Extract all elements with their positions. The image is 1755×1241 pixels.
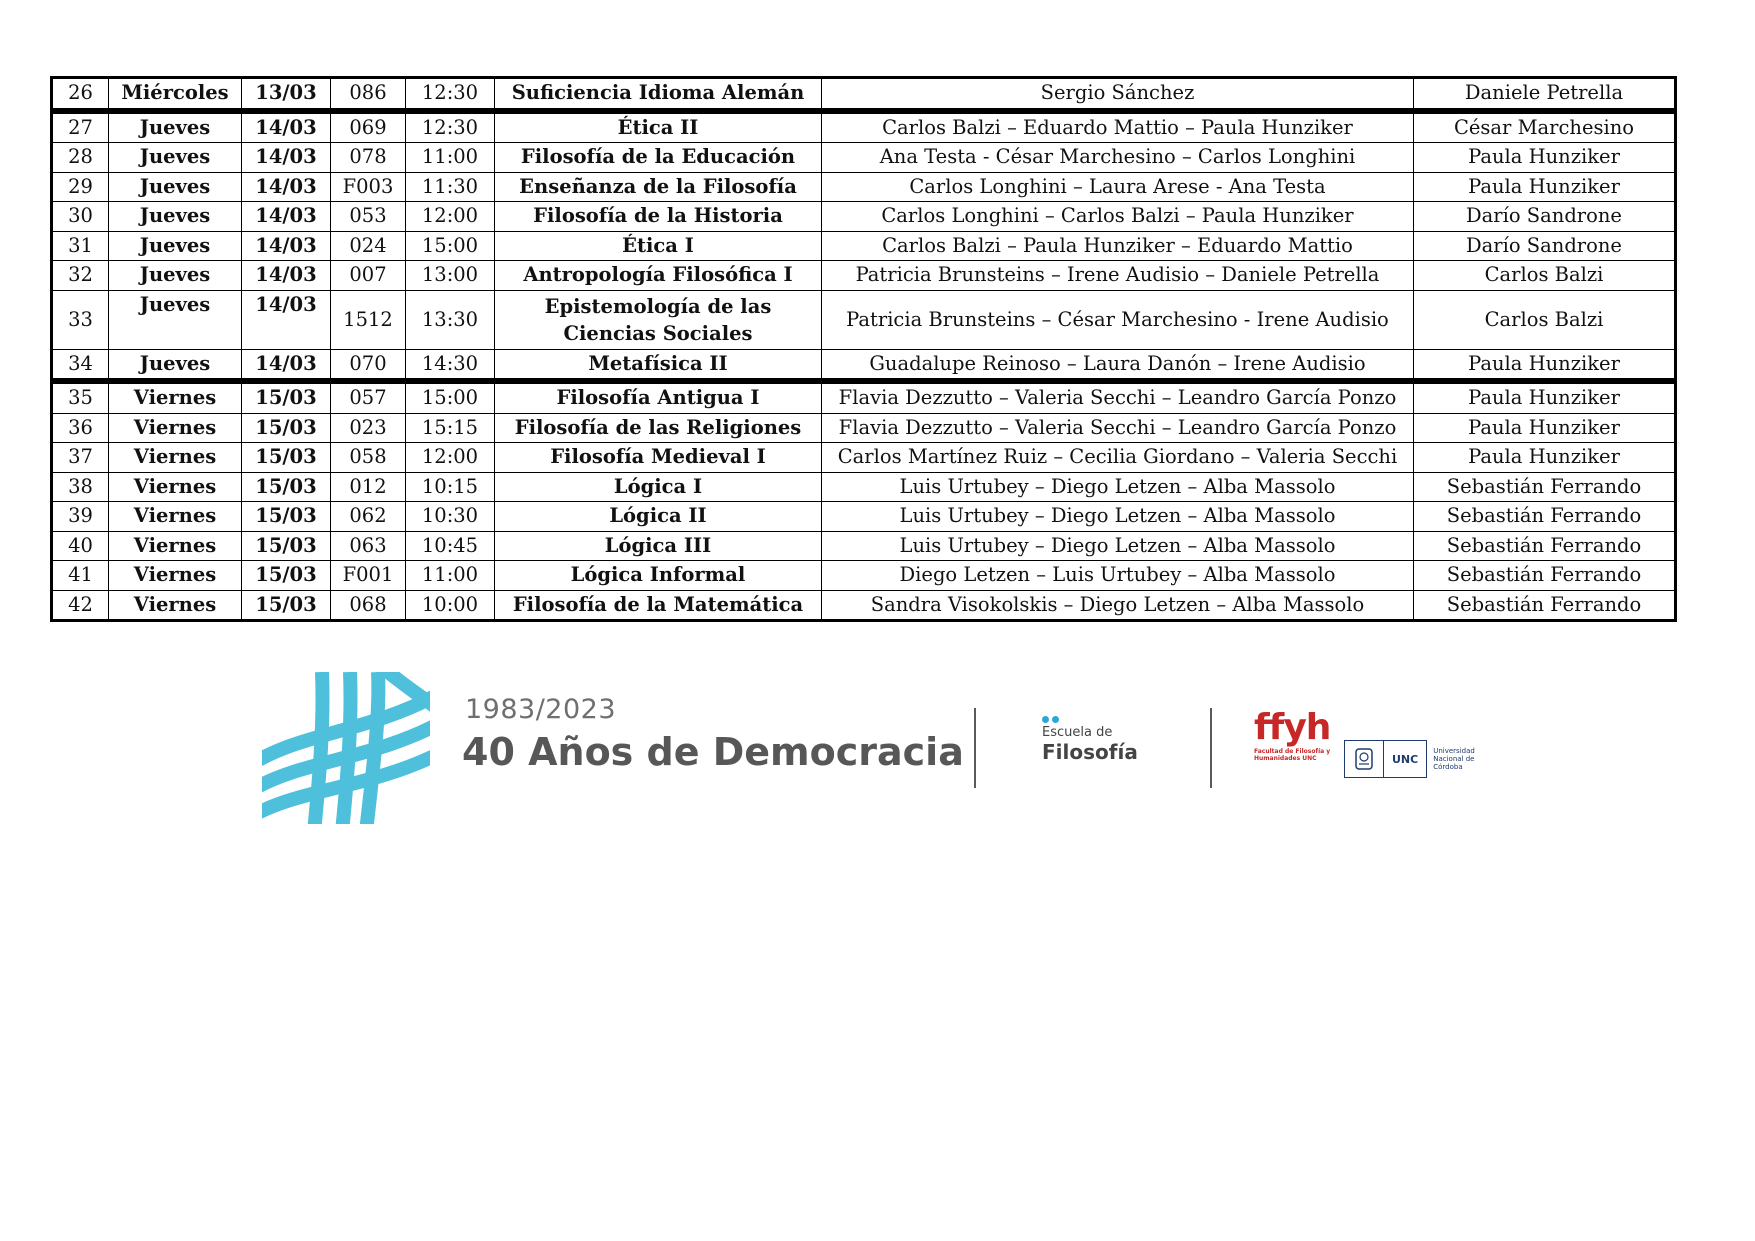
cell-code: 023 <box>331 413 406 443</box>
cell-code: 078 <box>331 143 406 173</box>
cell-day: Viernes <box>109 443 242 473</box>
ffyh-subtitle: Facultad de Filosofía y Humanidades UNC <box>1254 748 1331 762</box>
unc-logo <box>1344 741 1479 777</box>
cell-suplente: Sebastián Ferrando <box>1414 590 1676 621</box>
cell-code: 058 <box>331 443 406 473</box>
cell-suplente: Darío Sandrone <box>1414 202 1676 232</box>
cell-suplente: Daniele Petrella <box>1414 78 1676 111</box>
cell-subject: Antropología Filosófica I <box>495 261 822 291</box>
cell-date: 14/03 <box>242 349 331 381</box>
cell-day: Jueves <box>109 143 242 173</box>
cell-day: Jueves <box>109 172 242 202</box>
footer-logos <box>262 672 1482 824</box>
cell-suplente: Carlos Balzi <box>1414 290 1676 349</box>
cell-code: 068 <box>331 590 406 621</box>
cell-day: Jueves <box>109 202 242 232</box>
cell-suplente: Darío Sandrone <box>1414 231 1676 261</box>
cell-subject: Metafísica II <box>495 349 822 381</box>
cell-time: 10:30 <box>406 502 495 532</box>
cell-tribunal: Carlos Balzi – Paula Hunziker – Eduardo Mattio <box>822 231 1414 261</box>
cell-code: 012 <box>331 472 406 502</box>
cell-suplente: César Marchesino <box>1414 111 1676 143</box>
cell-tribunal: Flavia Dezzutto – Valeria Secchi – Leandro García Ponzo <box>822 381 1414 413</box>
cell-date: 15/03 <box>242 472 331 502</box>
cell-tribunal: Carlos Longhini – Laura Arese - Ana Testa <box>822 172 1414 202</box>
cell-code: 024 <box>331 231 406 261</box>
cell-suplente: Sebastián Ferrando <box>1414 531 1676 561</box>
table-row <box>52 290 1676 349</box>
cell-tribunal: Sandra Visokolskis – Diego Letzen – Alba Massolo <box>822 590 1414 621</box>
cell-subject: Lógica II <box>495 502 822 532</box>
cell-time: 12:30 <box>406 111 495 143</box>
cell-suplente: Paula Hunziker <box>1414 443 1676 473</box>
cell-n: 31 <box>52 231 109 261</box>
cell-date: 15/03 <box>242 561 331 591</box>
cell-tribunal: Sergio Sánchez <box>822 78 1414 111</box>
unc-name: Universidad Nacional de Córdoba <box>1433 747 1475 771</box>
cell-code: F001 <box>331 561 406 591</box>
cell-tribunal: Carlos Longhini – Carlos Balzi – Paula Hunziker <box>822 202 1414 232</box>
cell-time: 12:00 <box>406 443 495 473</box>
cell-day: Jueves <box>109 111 242 143</box>
cell-date: 14/03 <box>242 111 331 143</box>
cell-suplente: Carlos Balzi <box>1414 261 1676 291</box>
cell-n: 29 <box>52 172 109 202</box>
table-row <box>52 143 1676 173</box>
table-row <box>52 502 1676 532</box>
cell-subject: Filosofía de la Historia <box>495 202 822 232</box>
cell-n: 30 <box>52 202 109 232</box>
unc-seal-icon <box>1344 740 1384 778</box>
cell-suplente: Paula Hunziker <box>1414 349 1676 381</box>
cell-suplente: Paula Hunziker <box>1414 413 1676 443</box>
cell-subject: Filosofía Antigua I <box>495 381 822 413</box>
cell-subject: Ética I <box>495 231 822 261</box>
cell-n: 28 <box>52 143 109 173</box>
cell-code: 086 <box>331 78 406 111</box>
cell-n: 36 <box>52 413 109 443</box>
cell-suplente: Paula Hunziker <box>1414 172 1676 202</box>
cell-time: 12:30 <box>406 78 495 111</box>
cell-day: Viernes <box>109 502 242 532</box>
divider <box>974 708 976 788</box>
cell-date: 14/03 <box>242 172 331 202</box>
cell-time: 14:30 <box>406 349 495 381</box>
cell-code: 069 <box>331 111 406 143</box>
cell-tribunal: Guadalupe Reinoso – Laura Danón – Irene Audisio <box>822 349 1414 381</box>
escuela-label: Escuela de <box>1042 725 1113 740</box>
cell-time: 10:00 <box>406 590 495 621</box>
cell-subject: Filosofía de las Religiones <box>495 413 822 443</box>
cell-subject: Epistemología de las Ciencias Sociales <box>495 290 822 349</box>
cell-subject: Filosofía Medieval I <box>495 443 822 473</box>
cell-tribunal: Carlos Balzi – Eduardo Mattio – Paula Hunziker <box>822 111 1414 143</box>
cell-date: 15/03 <box>242 531 331 561</box>
cell-code: 062 <box>331 502 406 532</box>
cell-code: 057 <box>331 381 406 413</box>
cell-day: Viernes <box>109 561 242 591</box>
cell-n: 26 <box>52 78 109 111</box>
table-row <box>52 381 1676 413</box>
table-row <box>52 443 1676 473</box>
cell-date: 14/03 <box>242 202 331 232</box>
exam-schedule-table <box>50 76 1677 622</box>
cell-time: 15:00 <box>406 231 495 261</box>
cell-n: 42 <box>52 590 109 621</box>
cell-code: 053 <box>331 202 406 232</box>
table-row <box>52 231 1676 261</box>
table-row <box>52 261 1676 291</box>
cell-day: Jueves <box>109 261 242 291</box>
cell-time: 11:00 <box>406 561 495 591</box>
table-row <box>52 78 1676 111</box>
democracy-emblem-icon <box>262 672 430 824</box>
cell-date: 14/03 <box>242 143 331 173</box>
cell-subject: Lógica III <box>495 531 822 561</box>
table-row <box>52 172 1676 202</box>
cell-subject: Suficiencia Idioma Alemán <box>495 78 822 111</box>
cell-date: 13/03 <box>242 78 331 111</box>
cell-tribunal: Carlos Martínez Ruiz – Cecilia Giordano – Valeria Secchi <box>822 443 1414 473</box>
cell-date: 15/03 <box>242 413 331 443</box>
cell-subject: Ética II <box>495 111 822 143</box>
cell-n: 39 <box>52 502 109 532</box>
cell-n: 35 <box>52 381 109 413</box>
dots-icon <box>1042 716 1138 723</box>
cell-time: 15:15 <box>406 413 495 443</box>
cell-tribunal: Luis Urtubey – Diego Letzen – Alba Massolo <box>822 472 1414 502</box>
cell-date: 15/03 <box>242 443 331 473</box>
cell-time: 13:00 <box>406 261 495 291</box>
table-row <box>52 561 1676 591</box>
democracy-tagline: 40 Años de Democracia <box>462 730 964 774</box>
cell-tribunal: Patricia Brunsteins – César Marchesino - Irene Audisio <box>822 290 1414 349</box>
table-row <box>52 349 1676 381</box>
cell-day: Viernes <box>109 413 242 443</box>
cell-date: 14/03 <box>242 261 331 291</box>
table-row <box>52 111 1676 143</box>
cell-date: 15/03 <box>242 381 331 413</box>
unc-label: UNC <box>1384 740 1427 778</box>
cell-tribunal: Patricia Brunsteins – Irene Audisio – Daniele Petrella <box>822 261 1414 291</box>
cell-time: 15:00 <box>406 381 495 413</box>
table-row <box>52 413 1676 443</box>
cell-suplente: Paula Hunziker <box>1414 143 1676 173</box>
cell-time: 10:45 <box>406 531 495 561</box>
cell-day: Miércoles <box>109 78 242 111</box>
cell-n: 37 <box>52 443 109 473</box>
cell-day: Viernes <box>109 472 242 502</box>
cell-n: 41 <box>52 561 109 591</box>
cell-code: 1512 <box>331 290 406 349</box>
cell-date: 14/03 <box>242 231 331 261</box>
cell-time: 10:15 <box>406 472 495 502</box>
cell-subject: Lógica Informal <box>495 561 822 591</box>
cell-day: Viernes <box>109 590 242 621</box>
cell-code: F003 <box>331 172 406 202</box>
ffyh-label: ffyh <box>1254 707 1331 748</box>
cell-n: 40 <box>52 531 109 561</box>
cell-day: Jueves <box>109 290 242 349</box>
cell-code: 007 <box>331 261 406 291</box>
cell-n: 32 <box>52 261 109 291</box>
cell-tribunal: Luis Urtubey – Diego Letzen – Alba Massolo <box>822 502 1414 532</box>
cell-date: 15/03 <box>242 590 331 621</box>
cell-tribunal: Ana Testa - César Marchesino – Carlos Longhini <box>822 143 1414 173</box>
cell-code: 070 <box>331 349 406 381</box>
table-row <box>52 472 1676 502</box>
cell-subject: Enseñanza de la Filosofía <box>495 172 822 202</box>
filosofia-label: Filosofía <box>1042 740 1138 764</box>
cell-tribunal: Luis Urtubey – Diego Letzen – Alba Massolo <box>822 531 1414 561</box>
divider <box>1210 708 1212 788</box>
cell-day: Viernes <box>109 531 242 561</box>
cell-n: 33 <box>52 290 109 349</box>
table-row <box>52 531 1676 561</box>
cell-n: 38 <box>52 472 109 502</box>
table-row <box>52 590 1676 621</box>
cell-code: 063 <box>331 531 406 561</box>
cell-suplente: Sebastián Ferrando <box>1414 561 1676 591</box>
cell-suplente: Sebastián Ferrando <box>1414 472 1676 502</box>
escuela-filosofia-logo <box>1042 716 1138 764</box>
cell-subject: Filosofía de la Educación <box>495 143 822 173</box>
cell-subject: Filosofía de la Matemática <box>495 590 822 621</box>
cell-suplente: Sebastián Ferrando <box>1414 502 1676 532</box>
cell-tribunal: Diego Letzen – Luis Urtubey – Alba Massolo <box>822 561 1414 591</box>
years-label: 1983/2023 <box>465 694 617 725</box>
cell-day: Jueves <box>109 231 242 261</box>
table-row <box>52 202 1676 232</box>
cell-time: 11:00 <box>406 143 495 173</box>
cell-n: 34 <box>52 349 109 381</box>
ffyh-logo <box>1254 708 1334 762</box>
cell-time: 11:30 <box>406 172 495 202</box>
cell-day: Viernes <box>109 381 242 413</box>
cell-date: 15/03 <box>242 502 331 532</box>
cell-time: 13:30 <box>406 290 495 349</box>
cell-suplente: Paula Hunziker <box>1414 381 1676 413</box>
cell-tribunal: Flavia Dezzutto – Valeria Secchi – Leandro García Ponzo <box>822 413 1414 443</box>
cell-date: 14/03 <box>242 290 331 349</box>
cell-n: 27 <box>52 111 109 143</box>
cell-time: 12:00 <box>406 202 495 232</box>
cell-subject: Lógica I <box>495 472 822 502</box>
cell-day: Jueves <box>109 349 242 381</box>
